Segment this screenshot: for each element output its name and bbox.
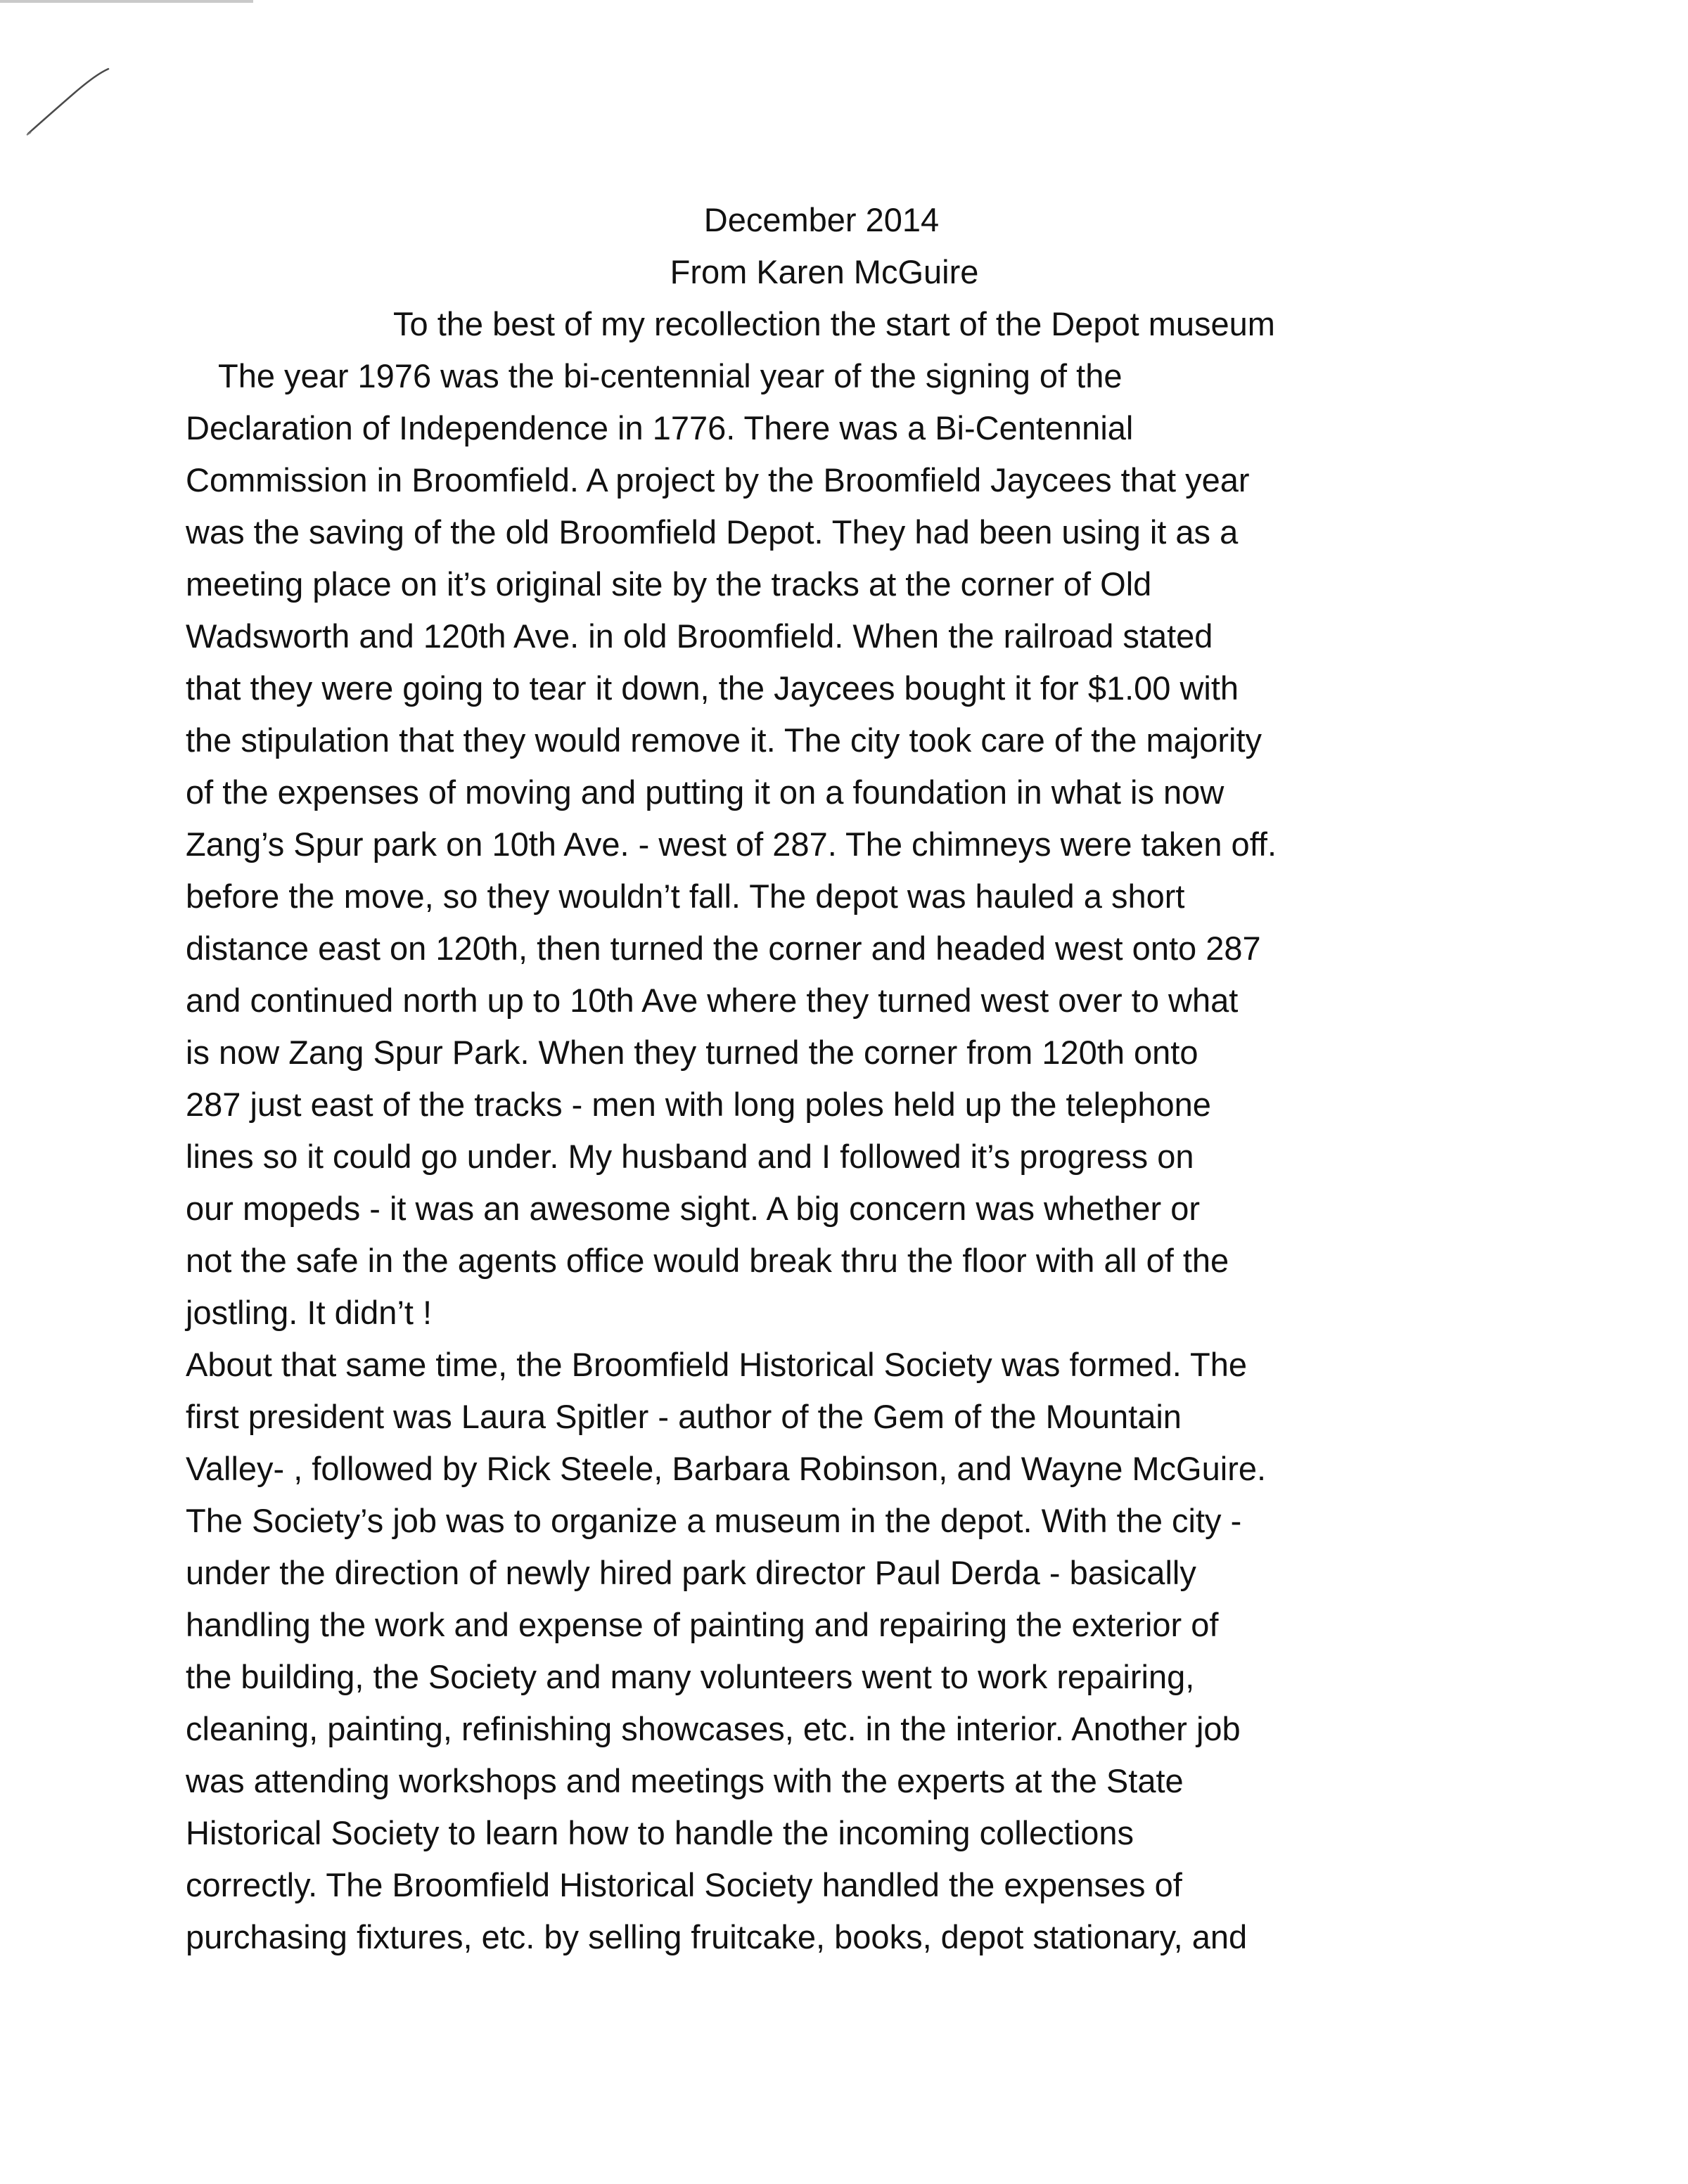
text-line: cleaning, painting, refinishing showcases, etc. in the interior. Another job [186,1710,1241,1747]
text-line: correctly. The Broomfield Historical Society handled the expenses of [186,1866,1182,1903]
text-line: distance east on 120th, then turned the corner and headed west onto 287 [186,930,1261,967]
text-line: handling the work and expense of painting and repairing the exterior of [186,1606,1219,1643]
from-line: From Karen McGuire [670,253,979,290]
text-line: About that same time, the Broomfield Historical Society was formed. The [186,1346,1248,1383]
text-line: that they were going to tear it down, the Jaycees bought it for $1.00 with [186,669,1239,707]
text-line: the stipulation that they would remove it. The city took care of the majority [186,721,1262,759]
text-line: Wadsworth and 120th Ave. in old Broomfield. When the railroad stated [186,617,1213,655]
text-line: not the safe in the agents office would break thru the floor with all of the [186,1242,1229,1279]
text-line: Historical Society to learn how to handle the incoming collections [186,1814,1134,1851]
text-line: The Society’s job was to organize a museum in the depot. With the city - [186,1502,1242,1539]
scan-edge-mark [0,0,253,3]
text-line: Valley- , followed by Rick Steele, Barbara Robinson, and Wayne McGuire. [186,1450,1267,1487]
pen-stroke-mark [25,65,117,142]
text-line: was attending workshops and meetings with the experts at the State [186,1762,1184,1799]
text-line: was the saving of the old Broomfield Depot. They had been using it as a [186,513,1239,551]
text-line: first president was Laura Spitler - author of the Gem of the Mountain [186,1398,1182,1435]
text-line: Zang’s Spur park on 10th Ave. - west of 287. The chimneys were taken off. [186,826,1277,863]
text-line: Commission in Broomfield. A project by the Broomfield Jaycees that year [186,461,1250,499]
text-line: under the direction of newly hired park director Paul Derda - basically [186,1554,1196,1591]
text-line: before the move, so they wouldn’t fall. The depot was hauled a short [186,878,1185,915]
date-line: December 2014 [703,201,940,238]
text-line: the building, the Society and many volunteers went to work repairing, [186,1658,1195,1695]
subtitle-line: To the best of my recollection the start of the Depot museum [393,305,1275,342]
text-line: 287 just east of the tracks - men with long poles held up the telephone [186,1086,1211,1123]
text-line: purchasing fixtures, etc. by selling fruitcake, books, depot stationary, and [186,1918,1248,1955]
text-line: The year 1976 was the bi-centennial year of the signing of the [218,357,1123,394]
text-line: jostling. It didn’t ! [186,1294,433,1331]
text-line: our mopeds - it was an awesome sight. A big concern was whether or [186,1190,1201,1227]
text-line: of the expenses of moving and putting it on a foundation in what is now [186,773,1225,811]
text-line: meeting place on it’s original site by the tracks at the corner of Old [186,565,1152,603]
text-line: lines so it could go under. My husband and I followed it’s progress on [186,1138,1194,1175]
text-line: Declaration of Independence in 1776. There was a Bi-Centennial [186,409,1134,447]
text-line: is now Zang Spur Park. When they turned the corner from 120th onto [186,1034,1198,1071]
text-line: and continued north up to 10th Ave where they turned west over to what [186,982,1239,1019]
